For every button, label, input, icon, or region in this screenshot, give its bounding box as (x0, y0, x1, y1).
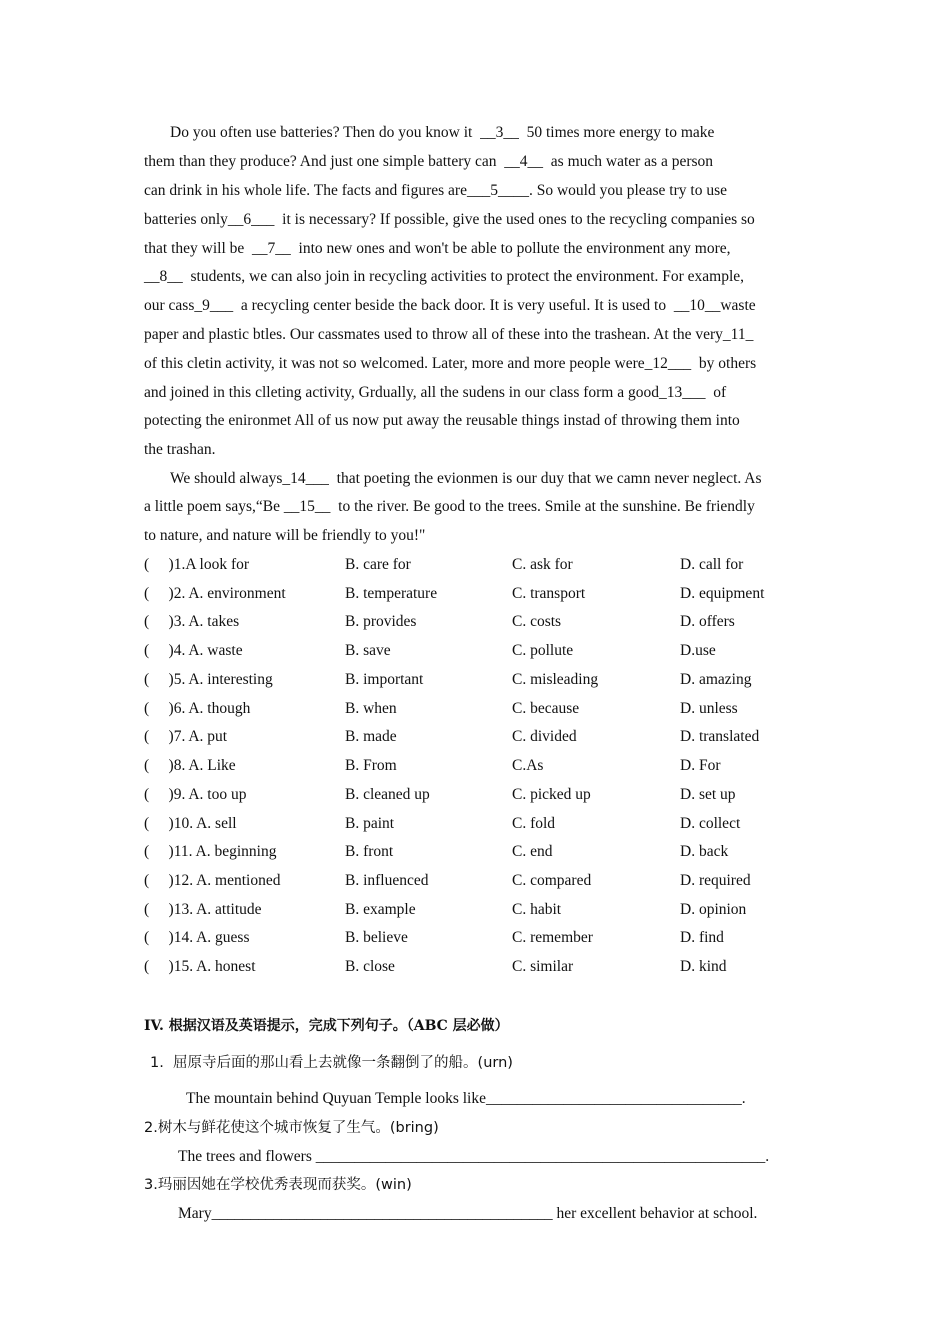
section-heading: IV. 根据汉语及英语提示，完成下列句子。（ABC 层必做） (144, 1018, 509, 1034)
choice-option-d: D. For (680, 757, 721, 774)
passage-line: to nature, and nature will be friendly to you!" (144, 527, 426, 544)
choice-option-a: ( )14. A. guess (144, 929, 250, 946)
choice-option-d: D. back (680, 843, 729, 860)
choice-option-a: ( )5. A. interesting (144, 671, 273, 688)
passage-line: potecting the enironmet All of us now put away the reusable things instad of throwing them into (144, 412, 740, 429)
choice-option-c: C. similar (512, 958, 574, 975)
choice-option-d: D. offers (680, 613, 735, 630)
choice-option-d: D. collect (680, 815, 741, 832)
passage-line: our cass_9___ a recycling center beside the back door. It is very useful. It is used to __10__waste (144, 297, 756, 314)
choice-option-c: C. end (512, 843, 553, 860)
choice-option-a: ( )7. A. put (144, 728, 228, 745)
choice-option-d: D. amazing (680, 671, 752, 688)
choice-option-b: B. believe (345, 929, 408, 946)
choice-option-b: B. provides (345, 613, 417, 630)
choice-option-b: B. important (345, 671, 424, 688)
choice-option-b: B. made (345, 728, 397, 745)
choice-option-d: D.use (680, 642, 716, 659)
choice-option-d: D. find (680, 929, 724, 946)
choice-option-b: B. when (345, 700, 397, 717)
choice-option-d: D. kind (680, 958, 727, 975)
choice-option-c: C. divided (512, 728, 577, 745)
choice-option-d: D. opinion (680, 901, 747, 918)
choice-option-b: B. influenced (345, 872, 429, 889)
sentence-answer-3: Mary____________________________________________ her excellent behavior at school. (178, 1205, 758, 1222)
choice-option-a: ( )1.A look for (144, 556, 250, 573)
choice-option-d: D. translated (680, 728, 760, 745)
choice-option-c: C.As (512, 757, 544, 774)
choice-option-b: B. From (345, 757, 397, 774)
choice-option-a: ( )11. A. beginning (144, 843, 277, 860)
choice-option-a: ( )3. A. takes (144, 613, 240, 630)
choice-option-a: ( )10. A. sell (144, 815, 237, 832)
choice-option-b: B. close (345, 958, 395, 975)
choice-option-a: ( )9. A. too up (144, 786, 247, 803)
choice-option-a: ( )8. A. Like (144, 757, 236, 774)
choice-option-d: D. set up (680, 786, 736, 803)
choice-option-c: C. picked up (512, 786, 591, 803)
passage-line: __8__ students, we can also join in recycling activities to protect the environment. For example, (144, 268, 745, 285)
choice-option-c: C. pollute (512, 642, 574, 659)
choice-option-c: C. ask for (512, 556, 573, 573)
choice-option-b: B. cleaned up (345, 786, 430, 803)
sentence-prompt-2: 2.树木与鲜花使这个城市恢复了生气。(bring) (144, 1120, 439, 1136)
choice-option-a: ( )2. A. environment (144, 585, 286, 602)
choice-option-a: ( )4. A. waste (144, 642, 243, 659)
choice-option-a: ( )12. A. mentioned (144, 872, 281, 889)
passage-line: a little poem says,“Be __15__ to the river. Be good to the trees. Smile at the sunshine. Be friendly (144, 498, 755, 515)
choice-option-d: D. unless (680, 700, 738, 717)
sentence-answer-2: The trees and flowers __________________________________________________________. (178, 1148, 770, 1165)
passage-line: that they will be __7__ into new ones and won't be able to pollute the environment any more, (144, 240, 731, 257)
passage-line: paper and plastic btles. Our cassmates used to throw all of these into the trashean. At the very_11_ (144, 326, 754, 343)
sentence-answer-1: The mountain behind Quyuan Temple looks like_________________________________. (186, 1090, 746, 1107)
passage-line: them than they produce? And just one simple battery can __4__ as much water as a person (144, 153, 714, 170)
choice-option-c: C. habit (512, 901, 562, 918)
passage-line: can drink in his whole life. The facts and figures are___5____. So would you please try to use (144, 182, 727, 199)
sentence-prompt-1: 1. 屈原寺后面的那山看上去就像一条翻倒了的船。(urn) (150, 1055, 513, 1071)
passage-line: and joined in this clleting activity, Grdually, all the sudens in our class form a good_13___ of (144, 384, 727, 401)
choice-option-c: C. misleading (512, 671, 599, 688)
choice-option-c: C. because (512, 700, 580, 717)
choice-option-b: B. front (345, 843, 394, 860)
choice-option-d: D. call for (680, 556, 744, 573)
choice-option-d: D. equipment (680, 585, 765, 602)
choice-option-c: C. costs (512, 613, 562, 630)
choice-option-b: B. care for (345, 556, 411, 573)
choice-option-d: D. required (680, 872, 751, 889)
choice-option-c: C. fold (512, 815, 556, 832)
choice-option-a: ( )6. A. though (144, 700, 251, 717)
choice-option-b: B. temperature (345, 585, 438, 602)
passage-line: We should always_14___ that poeting the evionmen is our duy that we camn never neglect. As (170, 470, 762, 487)
choice-option-b: B. paint (345, 815, 395, 832)
choice-option-c: C. compared (512, 872, 592, 889)
passage-line: the trashan. (144, 441, 216, 458)
sentence-prompt-3: 3.玛丽因她在学校优秀表现而获奖。(win) (144, 1177, 412, 1193)
passage-line: of this cletin activity, it was not so welcomed. Later, more and more people were_12___ by others (144, 355, 757, 372)
choice-option-b: B. example (345, 901, 416, 918)
passage-line: batteries only__6___ it is necessary? If possible, give the used ones to the recycling companies so (144, 211, 755, 228)
choice-option-b: B. save (345, 642, 391, 659)
choice-option-c: C. remember (512, 929, 593, 946)
passage-line: Do you often use batteries? Then do you know it __3__ 50 times more energy to make (170, 124, 715, 141)
choice-option-c: C. transport (512, 585, 586, 602)
choice-option-a: ( )13. A. attitude (144, 901, 262, 918)
choice-option-a: ( )15. A. honest (144, 958, 256, 975)
